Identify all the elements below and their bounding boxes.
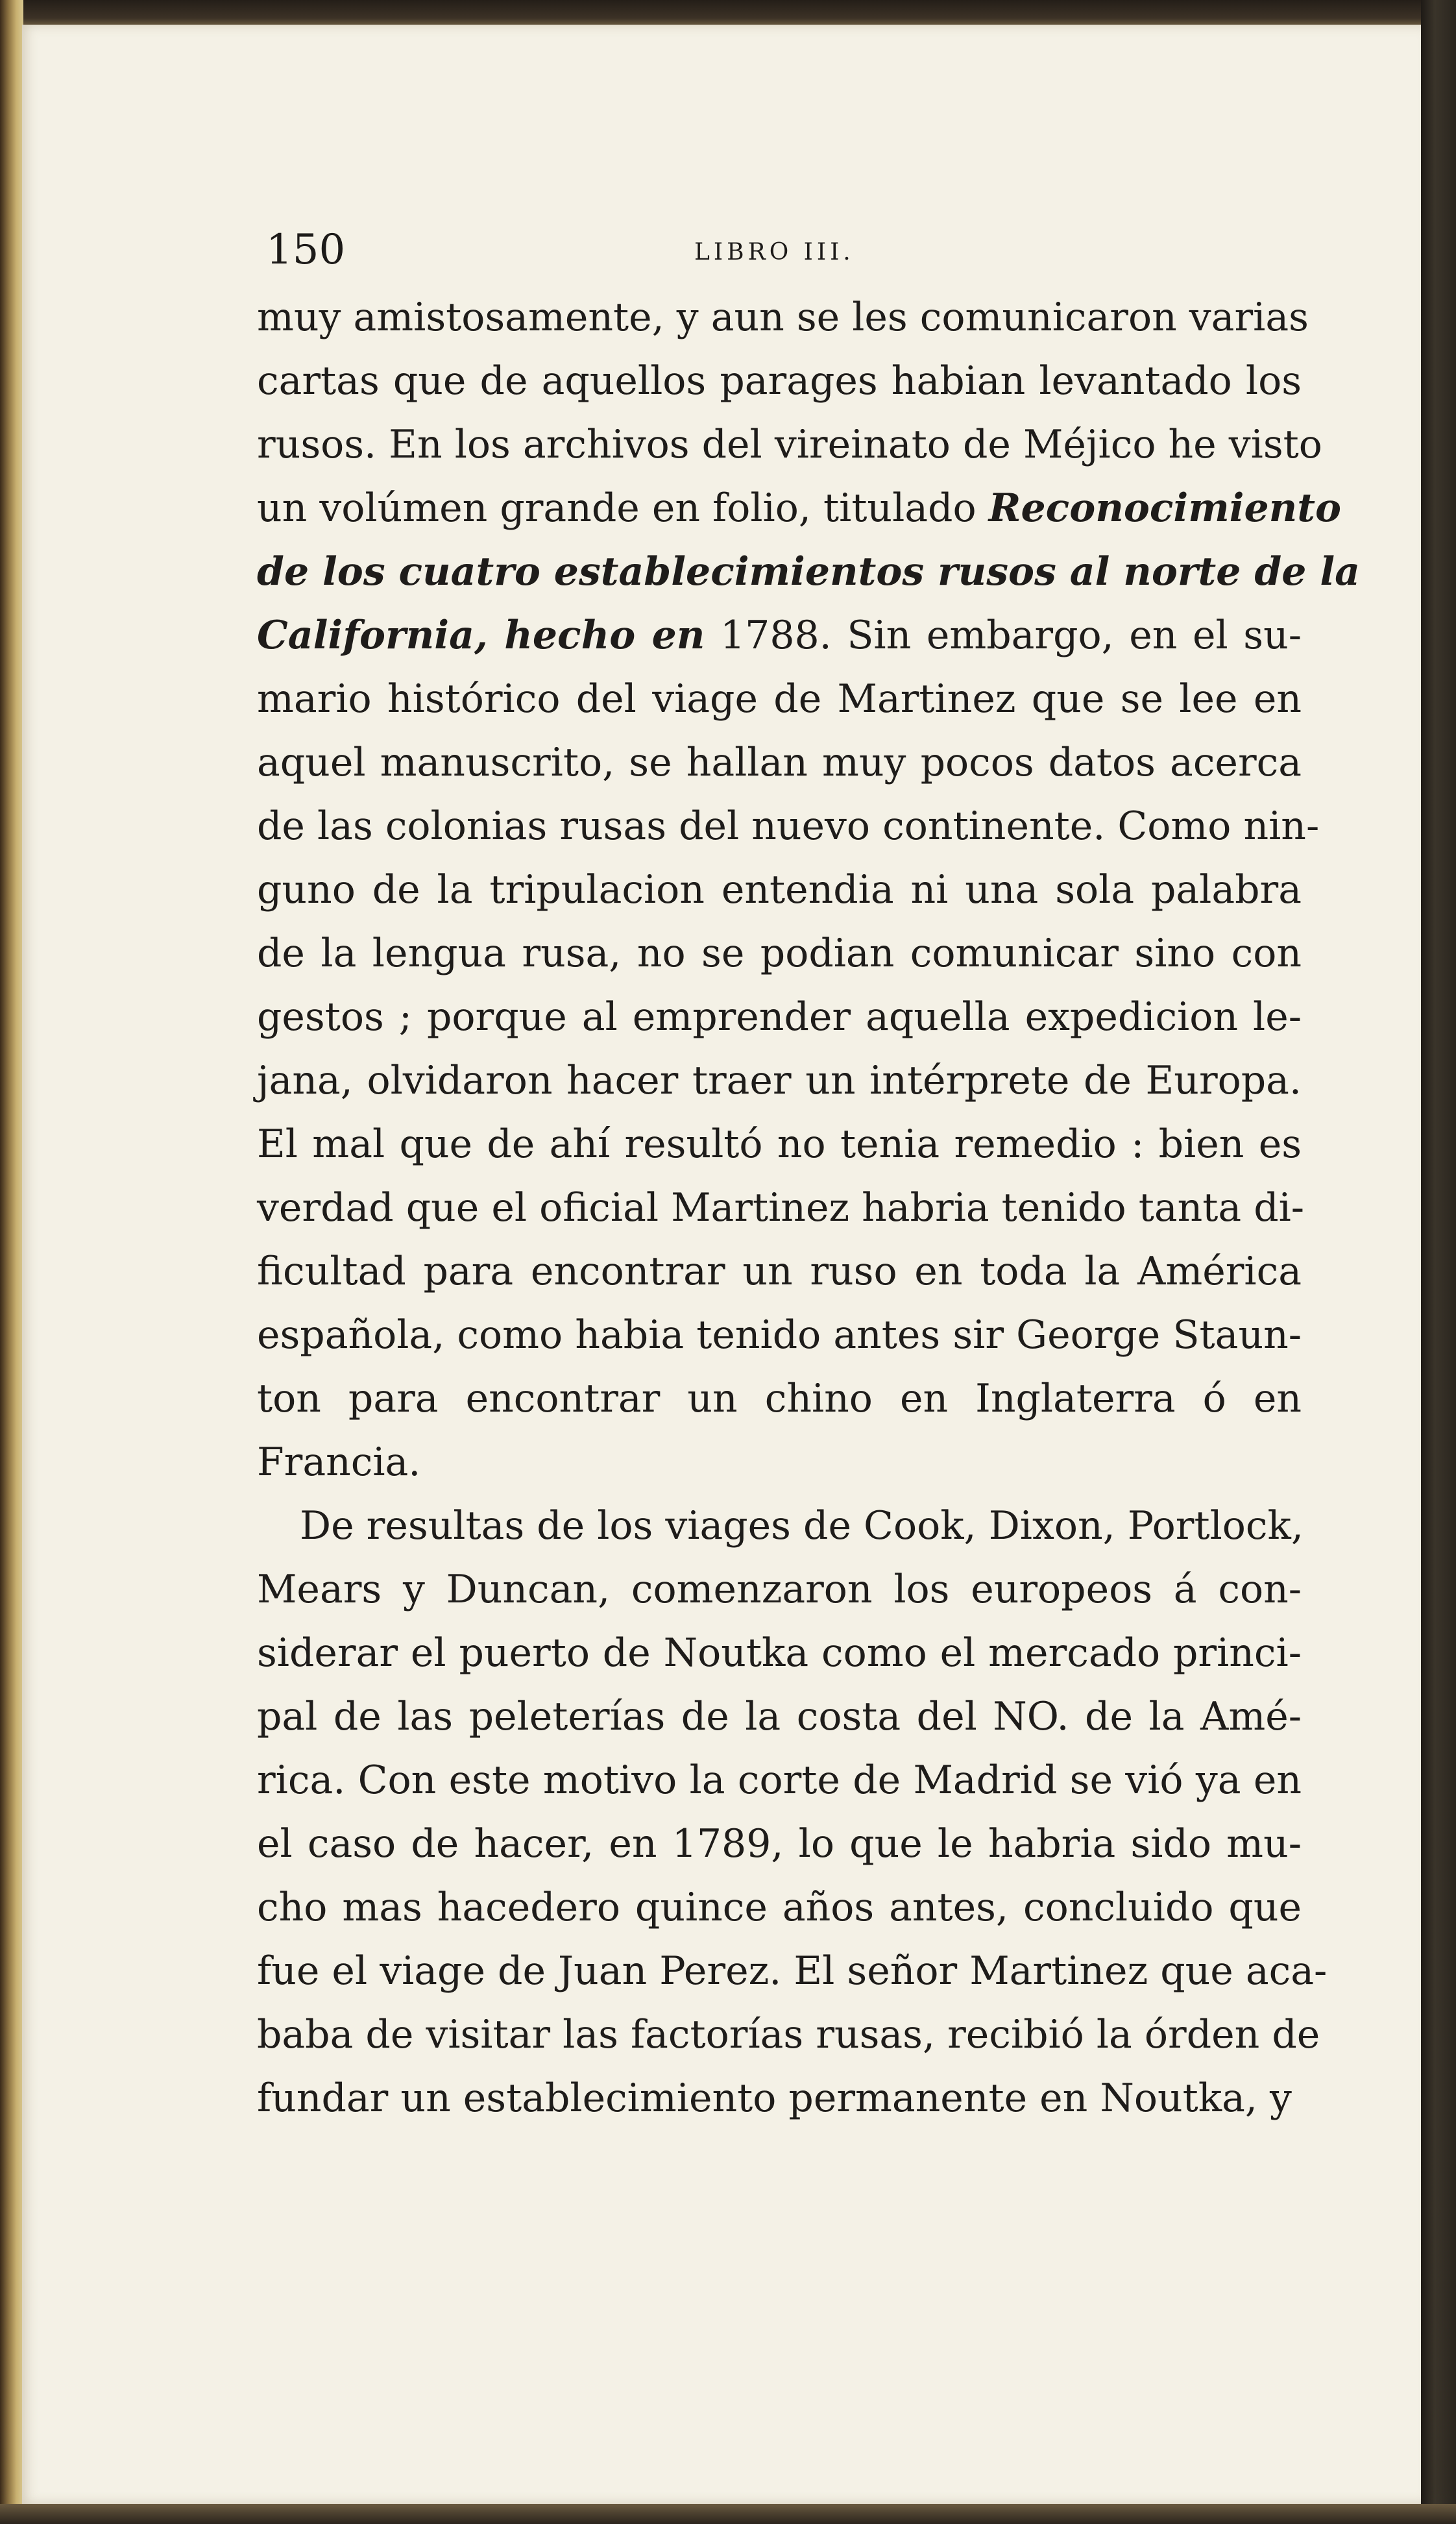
text-segment: española, como habia tenido antes sir George Staun- [257,1312,1302,1358]
text-line [257,794,1320,858]
text-line [257,1494,1302,1558]
text-line [257,1367,1302,1430]
text-segment: ficultad para encontrar un ruso en toda la América [257,1249,1302,1294]
body-text [257,286,1361,2130]
text-line [257,2003,1320,2066]
text-line [257,413,1322,476]
text-line [257,1240,1302,1303]
text-line [257,1621,1302,1685]
text-line [257,1112,1302,1176]
text-segment: baba de visitar las factorías rusas, recibió la órden de [257,2012,1320,2057]
italic-segment: de los cuatro establecimientos rusos al norte de la [257,549,1361,594]
text-line [257,2066,1302,2130]
text-segment: gestos ; porque al emprender aquella expedicion le- [257,994,1302,1040]
text-segment: ton para encontrar un chino en Inglaterra ó en [257,1376,1302,1421]
text-line [257,1430,1302,1494]
page-right-edge [1421,0,1456,2524]
text-segment: rica. Con este motivo la corte de Madrid se vió ya en [257,1758,1302,1803]
text-line [257,1876,1302,1939]
text-line [257,667,1302,731]
text-line [257,731,1302,794]
text-line [257,604,1302,667]
text-line [257,1176,1305,1240]
text-line [257,858,1302,922]
page-number: 150 [266,226,346,274]
text-line [257,1812,1302,1876]
text-line [257,286,1309,349]
text-segment: Mears y Duncan, comenzaron los europeos á con- [257,1567,1302,1612]
text-segment: rusos. En los archivos del vireinato de Méjico he visto [257,422,1322,467]
text-segment: fue el viage de Juan Perez. El señor Martinez que aca- [257,1948,1328,1994]
italic-segment: California, hecho en [257,613,705,658]
text-line [257,349,1302,413]
running-head [266,221,1300,279]
page-top-edge [0,0,1456,26]
text-line [257,540,1361,604]
text-line [257,985,1302,1049]
text-segment: pal de las peleterías de la costa del NO. de la Amé- [257,1694,1302,1739]
text-segment: de la lengua rusa, no se podian comunicar sino con [257,931,1302,976]
book-binding [0,0,23,2524]
text-segment: De resultas de los viages de Cook, Dixon, Portlock, [300,1503,1304,1549]
italic-segment: Reconocimiento [988,485,1342,531]
text-segment: el caso de hacer, en 1789, lo que le habria sido mu- [257,1821,1302,1867]
text-segment: aquel manuscrito, se hallan muy pocos datos acerca [257,740,1302,785]
text-segment: muy amistosamente, y aun se les comunicaron varias [257,295,1309,340]
text-line [257,476,1342,540]
text-segment: Francia. [257,1440,421,1485]
text-line [257,1939,1328,2003]
text-segment: 1788. Sin embargo, en el su- [705,613,1302,658]
text-segment: jana, olvidaron hacer traer un intérprete de Europa. [257,1058,1302,1103]
text-line [257,1748,1302,1812]
text-segment: siderar el puerto de Noutka como el mercado princi- [257,1630,1302,1676]
text-segment: un volúmen grande en folio, titulado [257,485,989,531]
text-segment: de las colonias rusas del nuevo continente. Como nin- [257,803,1320,849]
text-segment: cartas que de aquellos parages habian levantado los [257,358,1302,404]
text-segment: mario histórico del viage de Martinez que se lee en [257,676,1302,722]
text-line [257,1049,1302,1112]
page-bottom-edge [0,2504,1456,2524]
text-line [257,1558,1302,1621]
text-line [257,922,1302,985]
text-line [257,1685,1302,1748]
text-segment: cho mas hacedero quince años antes, concluido que [257,1885,1302,1930]
text-segment: verdad que el oficial Martinez habria tenido tanta di- [257,1185,1305,1231]
text-segment: fundar un establecimiento permanente en Noutka, y [257,2076,1292,2121]
text-segment: El mal que de ahí resultó no tenia remedio : bien es [257,1121,1302,1167]
text-line [257,1303,1302,1367]
book-title: LIBRO III. [694,239,855,265]
text-segment: guno de la tripulacion entendia ni una sola palabra [257,867,1302,913]
